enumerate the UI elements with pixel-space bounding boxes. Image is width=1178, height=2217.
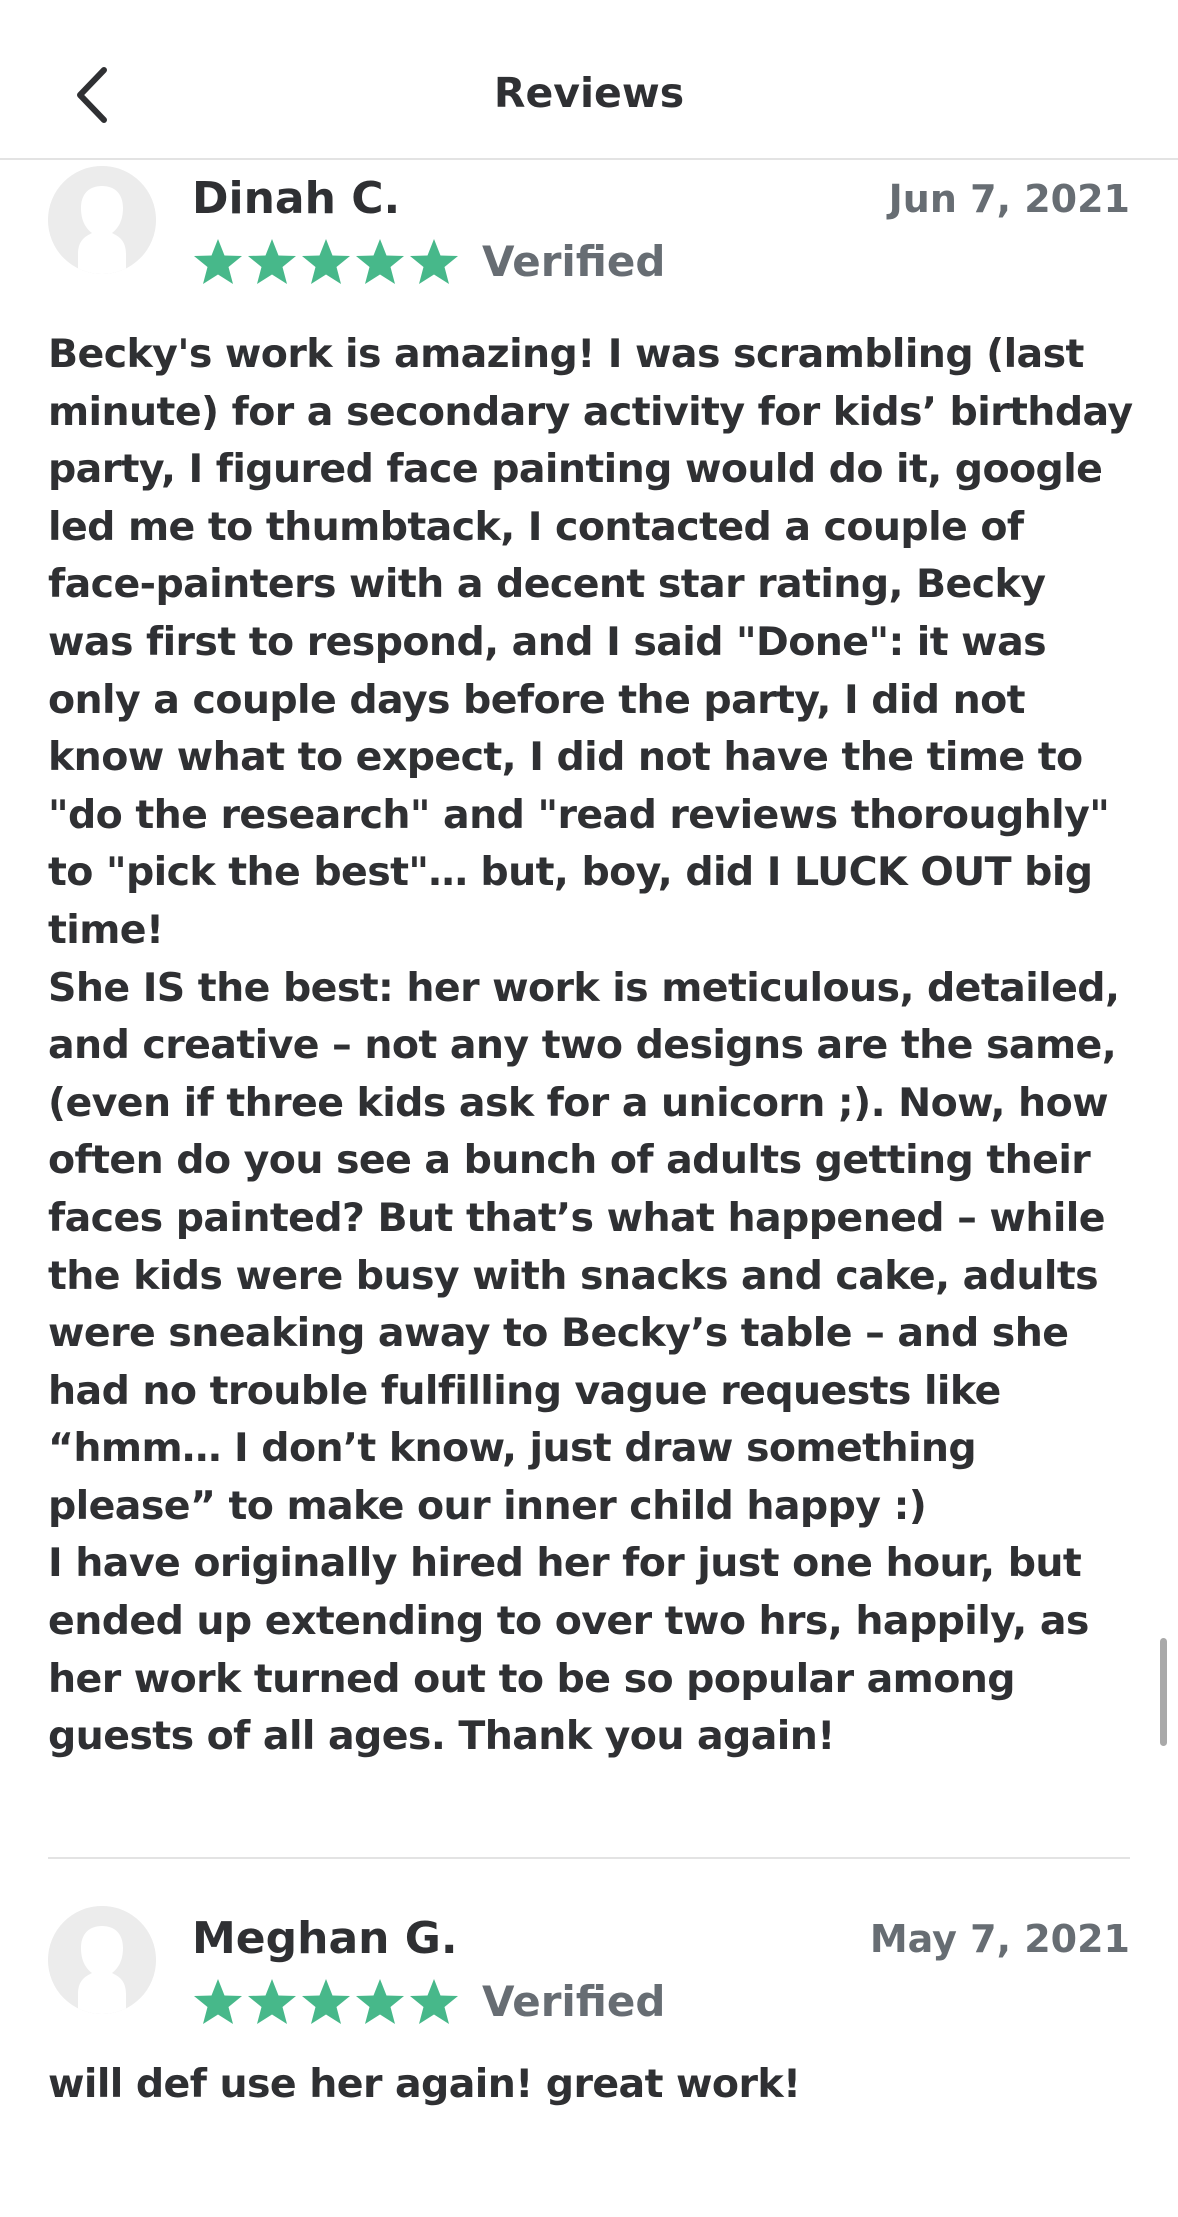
star-rating [192, 237, 460, 287]
star-icon [246, 237, 298, 287]
review-text: will def use her again! great work! [48, 2061, 801, 2107]
review-divider [48, 1857, 1130, 1859]
star-icon [192, 237, 244, 287]
reviewer-name: Dinah C. [192, 173, 401, 224]
star-icon [300, 1977, 352, 2027]
user-silhouette-icon [48, 1906, 156, 2014]
review-date: May 7, 2021 [869, 1917, 1130, 1961]
star-icon [408, 237, 460, 287]
star-icon [192, 1977, 244, 2027]
star-icon [354, 1977, 406, 2027]
rating-row [192, 234, 665, 290]
top-nav-bar [0, 0, 1178, 160]
verified-badge: Verified [482, 237, 666, 286]
star-icon [300, 237, 352, 287]
star-icon [354, 237, 406, 287]
rating-row [192, 1974, 665, 2030]
avatar [48, 166, 156, 274]
avatar [48, 1906, 156, 2014]
review-text: Becky's work is amazing! I was scrambling (last minute) for a secondary activity for kids’ birthday party, I figured face painting would do it, google led me to thumbtack, I contacted a couple of face-painters with a decent star rating, Becky was first to respond, and I said "Done": it was only a couple days before the party, I did not know what to expect, I did not have the time to "do the research" and "read reviews thoroughly" to "pick the best"… but, boy, did I LUCK OUT big time! She IS the best: her work is meticulous, detailed, and creative – not any two designs are the same, (even if three kids ask for a unicorn ;). Now, how often do you see a bunch of adults getting their faces painted? But that’s what happened – while the kids were busy with snacks and cake, adults were sneaking away to Becky’s table – and she had no trouble fulfilling vague requests like “hmm… I don’t know, just draw something please” to make our inner child happy :) I have originally hired her for just one hour, but ended up extending to over two hrs, happily, as her work turned out to be so popular among guests of all ages. Thank you again! [48, 331, 1133, 1760]
star-icon [246, 1977, 298, 2027]
star-icon [408, 1977, 460, 2027]
page-title: Reviews [493, 69, 685, 117]
star-rating [192, 1977, 460, 2027]
reviewer-name: Meghan G. [192, 1913, 458, 1964]
user-silhouette-icon [48, 166, 156, 274]
review-date: Jun 7, 2021 [888, 177, 1130, 221]
verified-badge: Verified [482, 1977, 666, 2026]
scrollbar[interactable] [1160, 1638, 1167, 1746]
